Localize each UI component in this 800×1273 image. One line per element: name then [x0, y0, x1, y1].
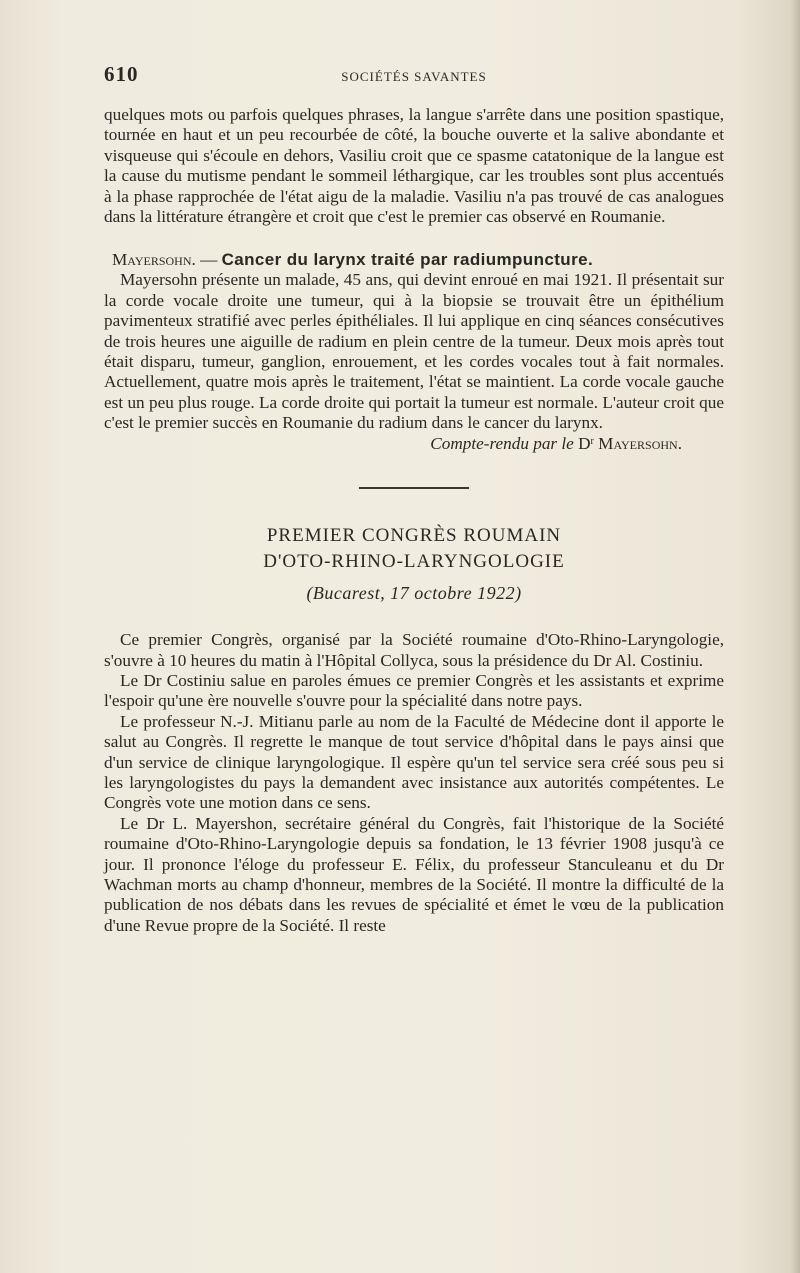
section-divider [359, 487, 469, 489]
page-body [104, 105, 724, 936]
congress-subtitle: (Bucarest, 17 octobre 1922) [306, 583, 522, 604]
page-header [104, 62, 724, 92]
congress-body [104, 630, 724, 936]
congress-title-line1: PREMIER CONGRÈS ROUMAIN [266, 525, 562, 547]
report-credit [104, 434, 724, 454]
congress-paragraph-4: Le Dr L. Mayershon, secrétaire général du Congrès, fait l'historique de la Société roumaine d'Oto-Rhino-Laryngologie depuis sa fondation, le 13 février 1908 jusqu'à ce jour. Il prononce l'éloge du professeur E. Félix, du professeur Stanculeanu et du Dr Wachman morts au champ d'honneur, membres de la Société. Il montre la difficulté de la publication de nos débats dans les revues de spécialité et émet le vœu de la publication d'une Revue propre de la Société. Il reste [104, 813, 724, 935]
intro-paragraph: quelques mots ou parfois quelques phrases, la langue s'arrête dans une position spastique, tournée en haut et un peu recourbée de côté, la bouche ouverte et la salive abondante et visqueuse qui s'écoule en dehors, Vasiliu croit que ce spasme catatonique de la langue est la cause du mutisme pendant le sommeil léthargique, car les troubles sont plus accentués à la phase rapprochée de l'état aigu de la maladie. Vasiliu n'a pas trouvé de cas analogues dans la littérature étrangère et croit que c'est le premier cas observé en Roumanie. [104, 105, 724, 227]
mayersohn-paragraph: Mayersohn présente un malade, 45 ans, qui devint enroué en mai 1921. Il présentait sur la corde vocale droite une tumeur, qui à la biopsie se trouvait être un épithélium pavimenteux stratifié avec perles épithéliales. Il lui applique en cinq séances consécutives de trois heures une aiguille de radium en plein centre de la tumeur. Deux mois après tout était disparu, tumeur, ganglion, enrouement, et les cordes vocales tout à fait normales. Actuellement, quatre mois après le traitement, l'état se maintient. La corde vocale gauche est un peu plus rouge. La corde droite qui portait la tumeur est normale. L'auteur croit que c'est le premier succès en Roumanie du radium dans le cancer du larynx. [104, 270, 724, 433]
congress-title [104, 523, 724, 575]
credit-dr: D [578, 433, 591, 453]
heading-dash: — [195, 250, 222, 270]
section-author: Mayersohn. [112, 250, 196, 270]
credit-prefix: Compte-rendu par le [430, 433, 574, 453]
section-title: Cancer du larynx traité par radiumpuncture. [221, 250, 594, 270]
running-title: SOCIÉTÉS SAVANTES [341, 69, 487, 84]
page-edge-shadow [790, 0, 800, 1273]
mayersohn-heading [104, 249, 724, 270]
congress-paragraph-2: Le Dr Costiniu salue en paroles émues ce premier Congrès et les assistants et exprime l'espoir qu'une ère nouvelle s'ouvre pour la spécialité dans notre pays. [104, 670, 724, 711]
page-number: 610 [104, 62, 139, 86]
congress-paragraph-3: Le professeur N.-J. Mitianu parle au nom de la Faculté de Médecine dont il apporte le salut au Congrès. Il regrette le manque de tout service d'hôpital dans le pays ainsi que d'un service de clinique laryngologique. Il espère qu'un tel service sera créé sous peu si les laryngologistes du pays la demandent avec insistance aux autorités compétentes. Le Congrès vote une motion dans ce sens. [104, 711, 724, 813]
congress-paragraph-1: Ce premier Congrès, organisé par la Société roumaine d'Oto-Rhino-Laryngologie, s'ouvre à 10 heures du matin à l'Hôpital Collyca, sous la présidence du Dr Al. Costiniu. [104, 630, 724, 670]
credit-name: Mayersohn. [598, 433, 682, 453]
credit-dr-sup: r [590, 435, 594, 447]
congress-title-line2: D'OTO-RHINO-LARYNGOLOGIE [263, 551, 565, 573]
